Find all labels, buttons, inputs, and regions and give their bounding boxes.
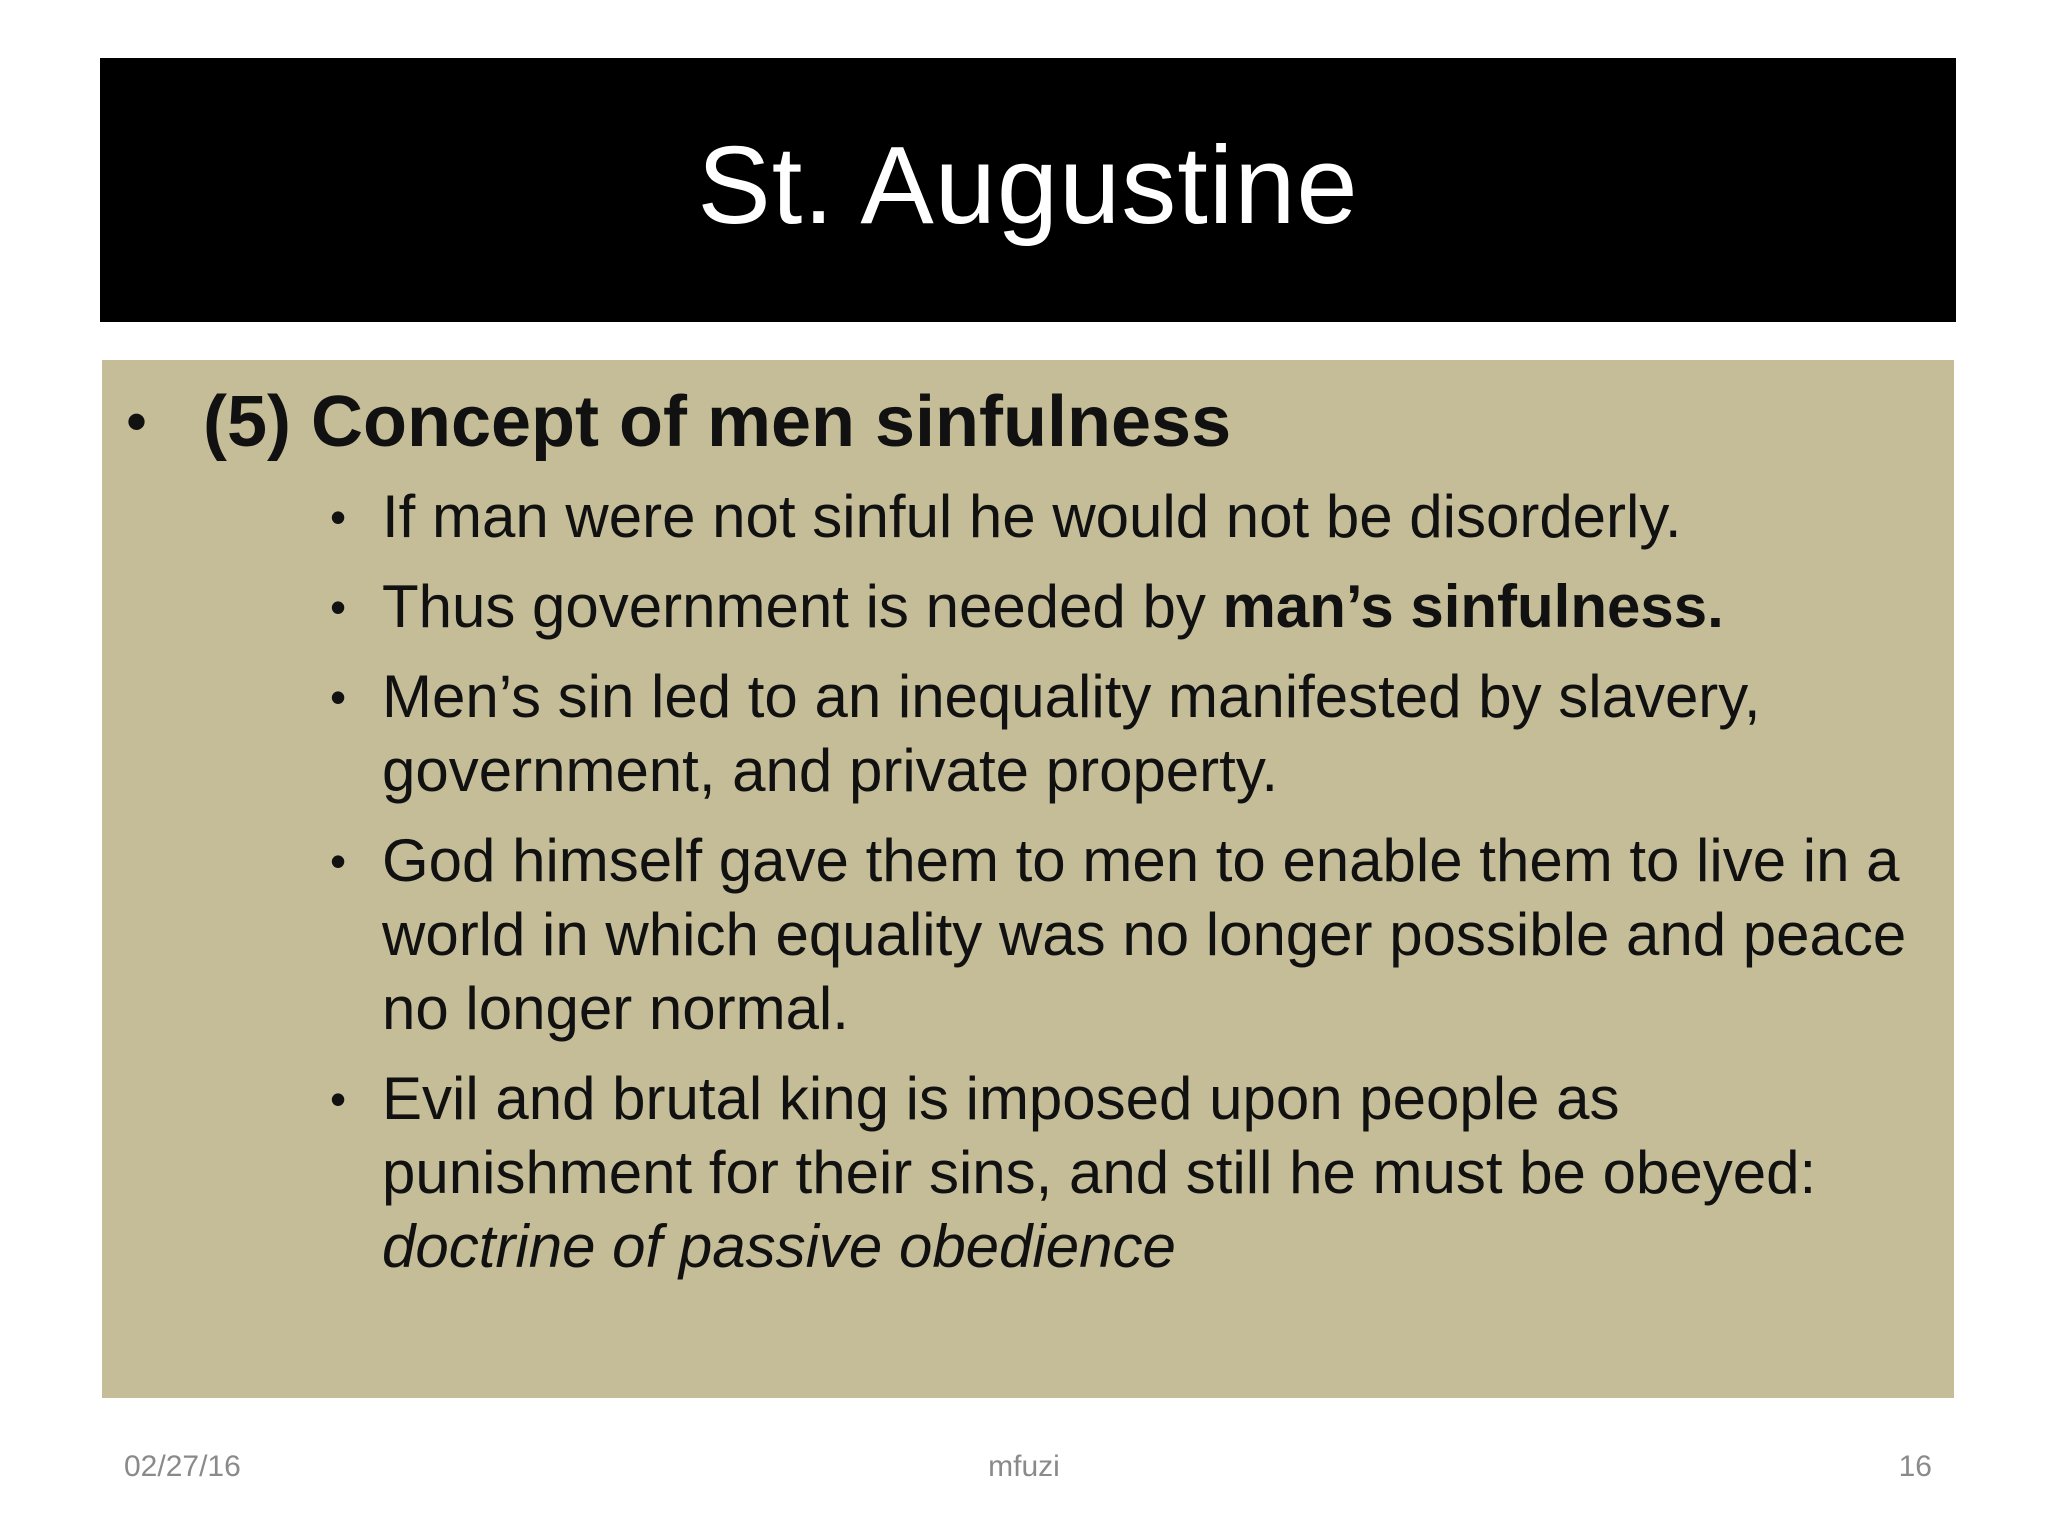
footer-date: 02/27/16: [124, 1450, 241, 1483]
doctrine-term: doctrine of passive obedience: [382, 1213, 1176, 1280]
bullet-dot-icon: •: [330, 491, 347, 543]
slide-title-bar: [100, 58, 1956, 322]
bullet-dot-icon: •: [330, 581, 347, 633]
sub-bullet: [330, 570, 1930, 644]
slide-title: St. Augustine: [697, 124, 1359, 247]
bullet-dot-icon: •: [330, 835, 347, 887]
bullet-dot-icon: •: [330, 671, 347, 723]
sub-bullet-text: Thus government is needed by man’s sinfulness.: [382, 573, 1724, 640]
sub-bullet-text: Men’s sin led to an inequality manifested by slavery, government, and private property.: [382, 663, 1761, 804]
sub-bullet: [330, 824, 1930, 1046]
sub-bullet: [330, 480, 1930, 554]
slide-content: [102, 360, 1954, 1398]
footer-author: mfuzi: [988, 1450, 1060, 1483]
sub-bullet-list: [330, 480, 1930, 1300]
main-bullet: [126, 382, 1231, 462]
footer-page-number: 16: [1898, 1450, 1932, 1483]
main-bullet-text: (5) Concept of men sinfulness: [203, 382, 1232, 462]
sub-bullet-text: Evil and brutal king is imposed upon people as punishment for their sins, and still he must be obeyed: doctrine of passive obedience: [382, 1065, 1817, 1280]
emphasis-text: man’s sinfulness.: [1222, 573, 1724, 640]
sub-bullet: [330, 1062, 1930, 1284]
sub-bullet-text: God himself gave them to men to enable them to live in a world in which equality was no longer possible and peace no longer normal.: [382, 827, 1907, 1042]
sub-bullet: [330, 660, 1930, 808]
sub-bullet-text: If man were not sinful he would not be disorderly.: [382, 483, 1682, 550]
bullet-dot-icon: •: [330, 1073, 347, 1125]
bullet-dot-icon: •: [126, 388, 148, 455]
